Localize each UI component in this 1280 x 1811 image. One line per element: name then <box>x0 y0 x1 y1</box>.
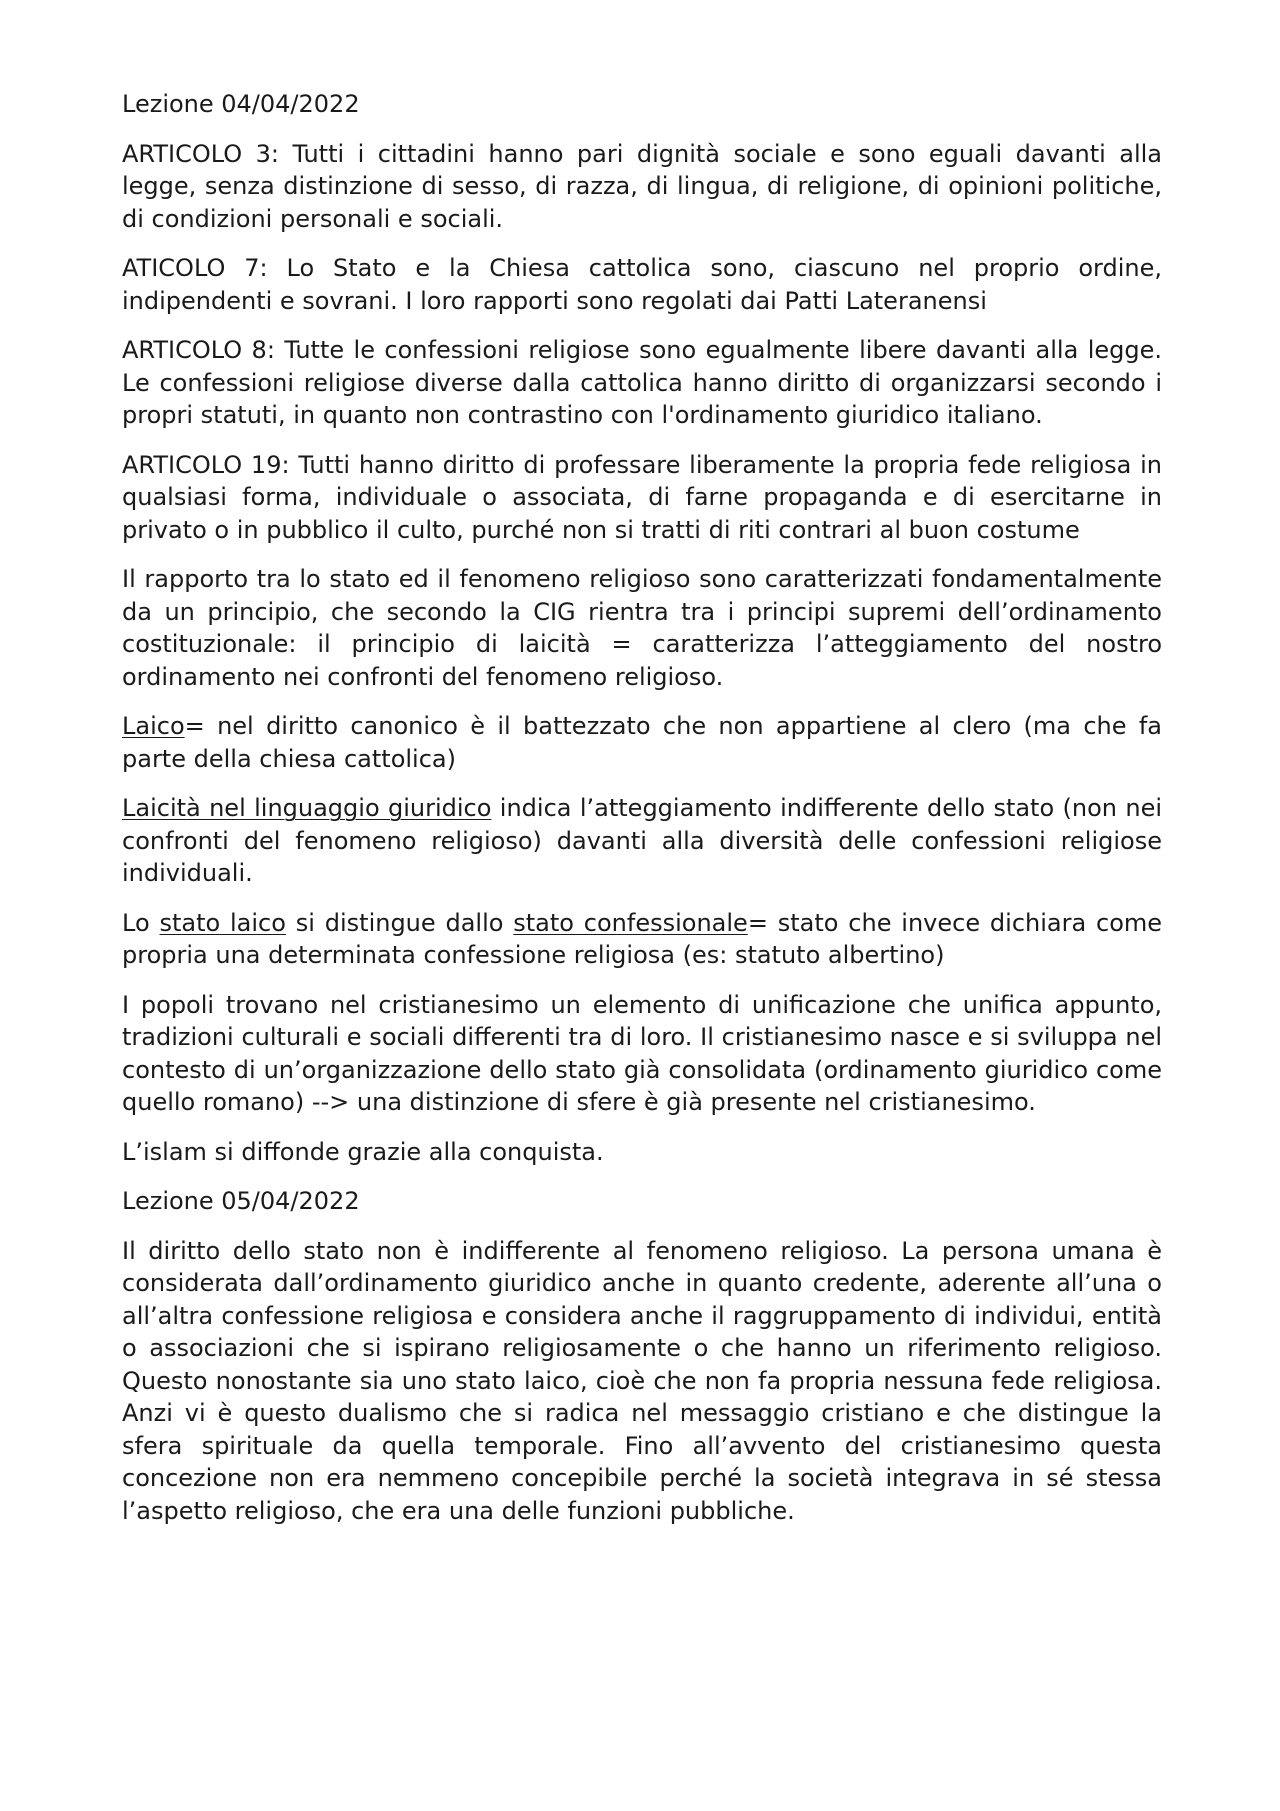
laicita-paragraph <box>122 792 1162 890</box>
lesson-heading-2: Lezione 05/04/2022 <box>122 1187 360 1215</box>
document-page <box>122 88 1162 1544</box>
stato-laico-term: stato laico <box>159 908 286 937</box>
laico-paragraph <box>122 710 1162 775</box>
laicita-definition: indica l’atteggiamento indifferente dello stato (non nei confronti del fenomeno religioso) davanti alla diversità delle confessioni religiose individuali. <box>122 794 1163 887</box>
lesson-heading-1: Lezione 04/04/2022 <box>122 90 360 118</box>
article-19-paragraph: ARTICOLO 19: Tutti hanno diritto di professare liberamente la propria fede religiosa in qualsiasi forma, individuale o associata, di farne propaganda e di esercitarne in privato o in pubblico il culto, purché non si tratti di riti contrari al buon costume <box>122 450 1162 544</box>
laicita-term: Laicità nel linguaggio giuridico <box>122 794 492 822</box>
diritto-paragraph: Il diritto dello stato non è indifferente al fenomeno religioso. La persona umana è considerata dall’ordinamento giuridico anche in quanto credente, aderente all’una o all’altra confessione religiosa e considera anche il raggruppamento di individui, entità o associazioni che si ispirano religiosamente o che hanno un riferimento religioso. Questo nonostante sia uno stato laico, cioè che non fa propria nessuna fede religiosa. Anzi vi è questo dualismo che si radica nel messaggio cristiano e che distingue la sfera spirituale da quella temporale. Fino all’avvento del cristianesimo questa concezione non era nemmeno concepibile perché la società integrava in sé stessa l’aspetto religioso, che era una delle funzioni pubbliche. <box>122 1236 1162 1525</box>
stato-definition: = stato che invece dichiara come propria una determinata confessione religiosa (es: statuto albertino) <box>122 908 1163 969</box>
article-3-paragraph: ARTICOLO 3: Tutti i cittadini hanno pari dignità sociale e sono eguali davanti alla legge, senza distinzione di sesso, di razza, di lingua, di religione, di opinioni politiche, di condizioni personali e sociali. <box>122 139 1162 233</box>
stato-middle: si distingue dallo <box>285 908 514 937</box>
stato-prefix: Lo <box>122 908 160 937</box>
rapporto-paragraph: Il rapporto tra lo stato ed il fenomeno religioso sono caratterizzati fondamentalmente da un principio, che secondo la CIG rientra tra i principi supremi dell’ordinamento costituzionale: il principio di laicità = caratterizza l’atteggiamento del nostro ordinamento nei confronti del fenomeno religioso. <box>122 565 1162 691</box>
popoli-paragraph: I popoli trovano nel cristianesimo un elemento di unificazione che unifica appunto, tradizioni culturali e sociali differenti tra di loro. Il cristianesimo nasce e si sviluppa nel contesto di un’organizzazione dello stato già consolidata (ordinamento giuridico come quello romano) --> una distinzione di sfere è già presente nel cristianesimo. <box>122 990 1162 1116</box>
stato-confessionale-term: stato confessionale <box>513 908 748 937</box>
islam-paragraph: L’islam si diffonde grazie alla conquista. <box>122 1137 604 1166</box>
laico-term: Laico <box>122 712 185 740</box>
stato-paragraph <box>122 907 1162 972</box>
article-7-paragraph: ATICOLO 7: Lo Stato e la Chiesa cattolica sono, ciascuno nel proprio ordine, indipendenti e sovrani. I loro rapporti sono regolati dai Patti Lateranensi <box>122 254 1162 315</box>
laico-definition: = nel diritto canonico è il battezzato che non appartiene al clero (ma che fa parte della chiesa cattolica) <box>122 712 1162 773</box>
article-8-paragraph: ARTICOLO 8: Tutte le confessioni religiose sono egualmente libere davanti alla legge. Le confessioni religiose diverse dalla cattolica hanno diritto di organizzarsi secondo i propri statuti, in quanto non contrastino con l'ordinamento giuridico italiano. <box>122 336 1162 429</box>
